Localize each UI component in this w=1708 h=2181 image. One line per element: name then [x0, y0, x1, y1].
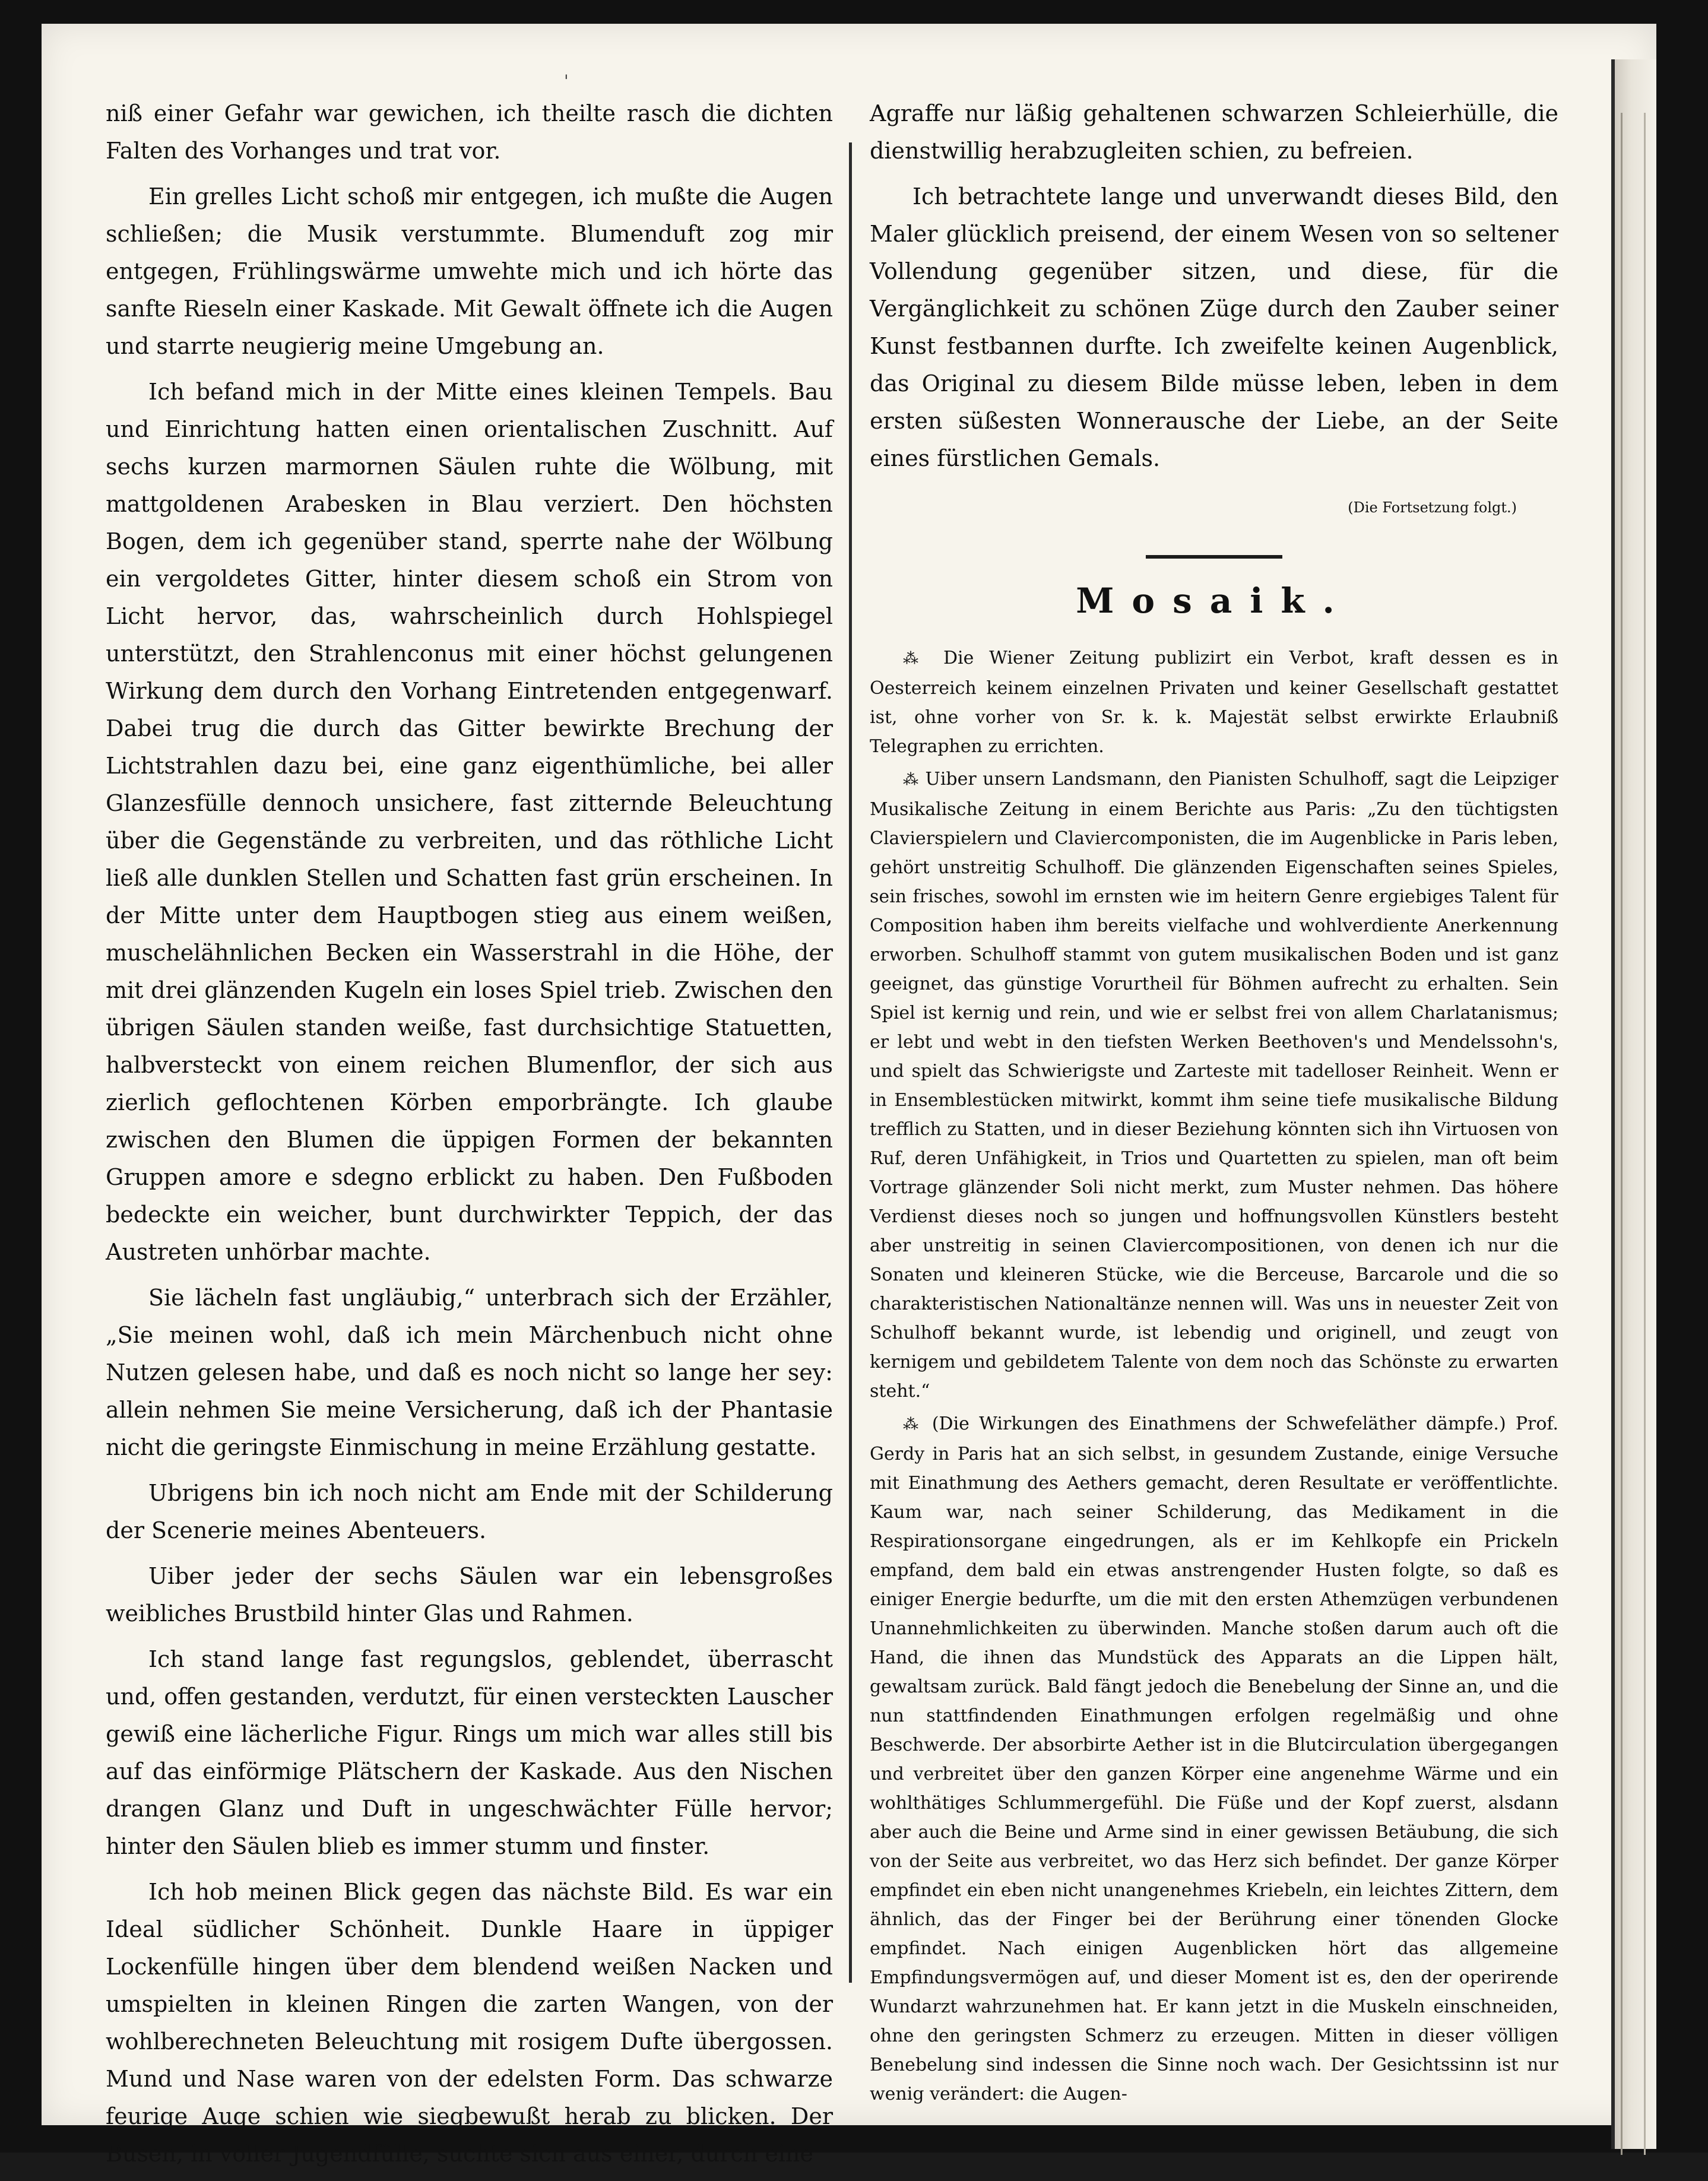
- right-column: [870, 95, 1558, 2112]
- mosaik-text: (Die Wirkungen des Einathmens der Schwefeläther dämpfe.) Prof. Gerdy in Paris hat an sich selbst, in gesundem Zustande, einige Versuche mit Einathmung des Aethers gemacht, deren Resultate er veröffentlichte. Kaum war, nach seiner Schilderung, das Medikament in die Respirationsorgane eingedrungen, als er im Kehlkopfe ein Prickeln empfand, dem bald ein etwas anstrengender Husten folgte, so daß es einiger Energie bedurfte, um die mit den ersten Athemzügen verbundenen Unannehmlichkeiten zu überwinden. Manche stoßen darum auch oft die Hand, die ihnen das Mundstück des Apparats an die Lippen hält, gewaltsam zurück. Bald fängt jedoch die Benebelung der Sinne an, und die nun stattfindenden Einathmungen erfolgen regelmäßig und ohne Beschwerde. Der absorbirte Aether ist in die Blutcirculation übergegangen und verbreitet über den ganzen Körper eine angenehme Wärme und ein wohlthätiges Schlummergefühl. Die Füße und der Kopf zuerst, alsdann aber auch die Beine und Arme sind in einer gewissen Betäubung, die sich von der Seite aus verbreitet, wo das Herz sich befindet. Der ganze Körper empfindet ein eben nicht unangenehmes Kriebeln, ein leichtes Zittern, dem ähnlich, das der Finger bei der Berührung einer tönenden Glocke empfindet. Nach einigen Augenblicken hört das allgemeine Empfindungsvermögen auf, und dieser Moment ist es, den der operirende Wundarzt wahrzunehmen hat. Er kann jetzt in die Muskeln einschneiden, ohne den geringsten Schmerz zu erzeugen. Mitten in dieser völligen Benebelung sind indessen die Sinne noch wach. Der Gesichtssinn ist nur wenig verändert: die Augen-: [870, 1413, 1559, 2104]
- mosaik-item: [870, 643, 1558, 761]
- paragraph: Agraffe nur läßig gehaltenen schwarzen Schleierhülle, die dienstwillig herabzugleiten schien, zu befreien.: [870, 100, 1558, 164]
- paragraph: Ich stand lange fast regungslos, geblendet, überrascht und, offen gestanden, verdutzt, für einen versteckten Lauscher gewiß eine lächerliche Figur. Rings um mich war alles still bis auf das einförmige Plätschern der Kaskade. Aus den Nischen drangen Glanz und Duft in ungeschwächter Fülle hervor; hinter den Säulen blieb es immer stumm und finster.: [106, 1646, 833, 1859]
- paragraph: Ich betrachtete lange und unverwandt dieses Bild, den Maler glücklich preisend, der einem Wesen von so seltener Vollendung gegenüber sitzen, und diese, für die Vergänglichkeit zu schönen Züge durch den Zauber seiner Kunst festbannen durfte. Ich zweifelte keinen Augenblick, das Original zu diesem Bilde müsse leben, leben in dem ersten süßesten Wonnerausche der Liebe, an der Seite eines fürstlichen Gemals.: [870, 183, 1558, 471]
- continuation-note: (Die Fortsetzung folgt.): [1348, 499, 1517, 516]
- paragraph: niß einer Gefahr war gewichen, ich theilte rasch die dichten Falten des Vorhanges und trat vor.: [106, 100, 833, 164]
- paragraph: Ich befand mich in der Mitte eines kleinen Tempels. Bau und Einrichtung hatten einen orientalischen Zuschnitt. Auf sechs kurzen marmornen Säulen ruhte die Wölbung, mit mattgoldenen Arabesken in Blau verziert. Den höchsten Bogen, dem ich gegenüber stand, sperrte nahe der Wölbung ein vergoldetes Gitter, hinter diesem schoß ein Strom von Licht hervor, das, wahrscheinlich durch Hohlspiegel unterstützt, den Strahlenconus mit einer höchst gelungenen Wirkung dem durch den Vorhang Eintretenden entgegenwarf. Dabei trug die durch das Gitter bewirkte Brechung der Lichtstrahlen dazu bei, eine ganz eigenthümliche, bei aller Glanzesfülle dennoch unsichere, fast zitternde Beleuchtung über die Gegenstände zu verbreiten, und das röthliche Licht ließ alle dunklen Stellen und Schatten fast grün erscheinen. In der Mitte unter dem Hauptbogen stieg aus einem weißen, muschelähnlichen Becken ein Wasserstrahl in die Höhe, der mit drei glänzenden Kugeln ein loses Spiel trieb. Zwischen den übrigen Säulen standen weiße, fast durchsichtige Statuetten, halbversteckt von einem reichen Blumenflor, der sich aus zierlich geflochtenen Körben emporbrängte. Ich glaube zwischen den Blumen die üppigen Formen der bekannten Gruppen amore e sdegno erblickt zu haben. Den Fußboden bedeckte ein weicher, bunt durchwirkter Teppich, der das Austreten unhörbar machte.: [106, 379, 833, 1265]
- asterism-icon: ⁂: [903, 771, 919, 789]
- asterism-icon: ⁂: [903, 1416, 923, 1434]
- column-divider: [849, 142, 852, 1983]
- mosaik-item: [870, 1409, 1558, 2109]
- mosaik-section: [870, 643, 1558, 2109]
- mosaik-text: Uiber unsern Landsmann, den Pianisten Schulhoff, sagt die Leipziger Musikalische Zeitung in einem Berichte aus Paris: „Zu den tüchtigsten Clavierspielern und Claviercomponisten, die im Augenblicke in Paris leben, gehört unstreitig Schulhoff. Die glänzenden Eigenschaften seines Spieles, sein frisches, sowohl im ernsten wie im heitern Genre ergiebiges Talent für Composition haben ihm bereits vielfache und wohlverdiente Anerkennung erworben. Schulhoff stammt von gutem musikalischen Boden und ist ganz geeignet, das günstige Vorurtheil für Böhmen aufrecht zu erhalten. Sein Spiel ist kernig und rein, und wie er selbst frei von allem Charlatanismus; er lebt und webt in den tiefsten Werken Beethoven's und Mendelssohn's, und spielt das Schwierigste und Zarteste mit tadelloser Reinheit. Wenn er in Ensemblestücken mitwirkt, kommt ihm seine tiefe musikalische Bildung trefflich zu Statten, und in dieser Beziehung könnten sich ihn Virtuosen von Ruf, deren Unfähigkeit, in Trios und Quartetten zu spielen, man oft beim Vortrage glänzender Soli nicht merkt, zum Muster nehmen. Das höhere Verdienst dieses noch so jungen und hoffnungsvollen Künstlers besteht aber unstreitig in seinen Claviercompositionen, von denen ich nur die Sonaten und kleineren Stücke, wie die Berceuse, Barcarole und die so charakteristischen Nationaltänze nennen will. Was uns in neuester Zeit von Schulhoff bekannt wurde, ist lebendig und originell, und zeugt von kernigem und gebildetem Talente von dem noch das Schönste zu erwarten steht.“: [870, 769, 1559, 1402]
- paragraph: Uiber jeder der sechs Säulen war ein lebensgroßes weibliches Brustbild hinter Glas und Rahmen.: [106, 1563, 833, 1627]
- section-rule: [1146, 555, 1282, 559]
- mosaik-item: [870, 765, 1558, 1406]
- page-mark: ': [564, 71, 569, 91]
- section-title: Mosaik.: [1076, 581, 1352, 621]
- binding-lines: [1621, 113, 1646, 2155]
- paragraph: Ubrigens bin ich noch nicht am Ende mit der Schilderung der Scenerie meines Abenteuers.: [106, 1480, 833, 1543]
- mosaik-text: Die Wiener Zeitung publizirt ein Verbot, kraft dessen es in Oesterreich keinem einzelnen Privaten und keiner Gesellschaft gestattet ist, ohne vorher von Sr. k. k. Majestät selbst erwirkte Erlaubniß Telegraphen zu errichten.: [870, 648, 1558, 757]
- asterism-icon: ⁂: [903, 650, 929, 668]
- paragraph: Ein grelles Licht schoß mir entgegen, ich mußte die Augen schließen; die Musik verstummte. Blumenduft zog mir entgegen, Frühlingswärme umwehte mich und ich hörte das sanfte Rieseln einer Kaskade. Mit Gewalt öffnete ich die Augen und starrte neugierig meine Umgebung an.: [106, 183, 833, 359]
- page-binding-edge: [1611, 59, 1656, 2149]
- paragraph: Ich hob meinen Blick gegen das nächste Bild. Es war ein Ideal südlicher Schönheit. Dunkle Haare in üppiger Lockenfülle hingen über dem blendend weißen Nacken und umspielten in kleinen Ringen die zarten Wangen, von der wohlberechneten Beleuchtung mit rosigem Dufte übergossen. Mund und Nase waren von der edelsten Form. Das schwarze feurige Auge schien wie siegbewußt herab zu blicken. Der Busen, in voller Jugendfülle, suchte sich aus einer, durch eine: [106, 1879, 833, 2167]
- left-column: [106, 95, 833, 2181]
- paragraph: Sie lächeln fast ungläubig,“ unterbrach sich der Erzähler, „Sie meinen wohl, daß ich mein Märchenbuch nicht ohne Nutzen gelesen habe, und daß es noch nicht so lange her sey: allein nehmen Sie meine Versicherung, daß ich der Phantasie nicht die geringste Einmischung in meine Erzählung gestatte.: [106, 1285, 833, 1460]
